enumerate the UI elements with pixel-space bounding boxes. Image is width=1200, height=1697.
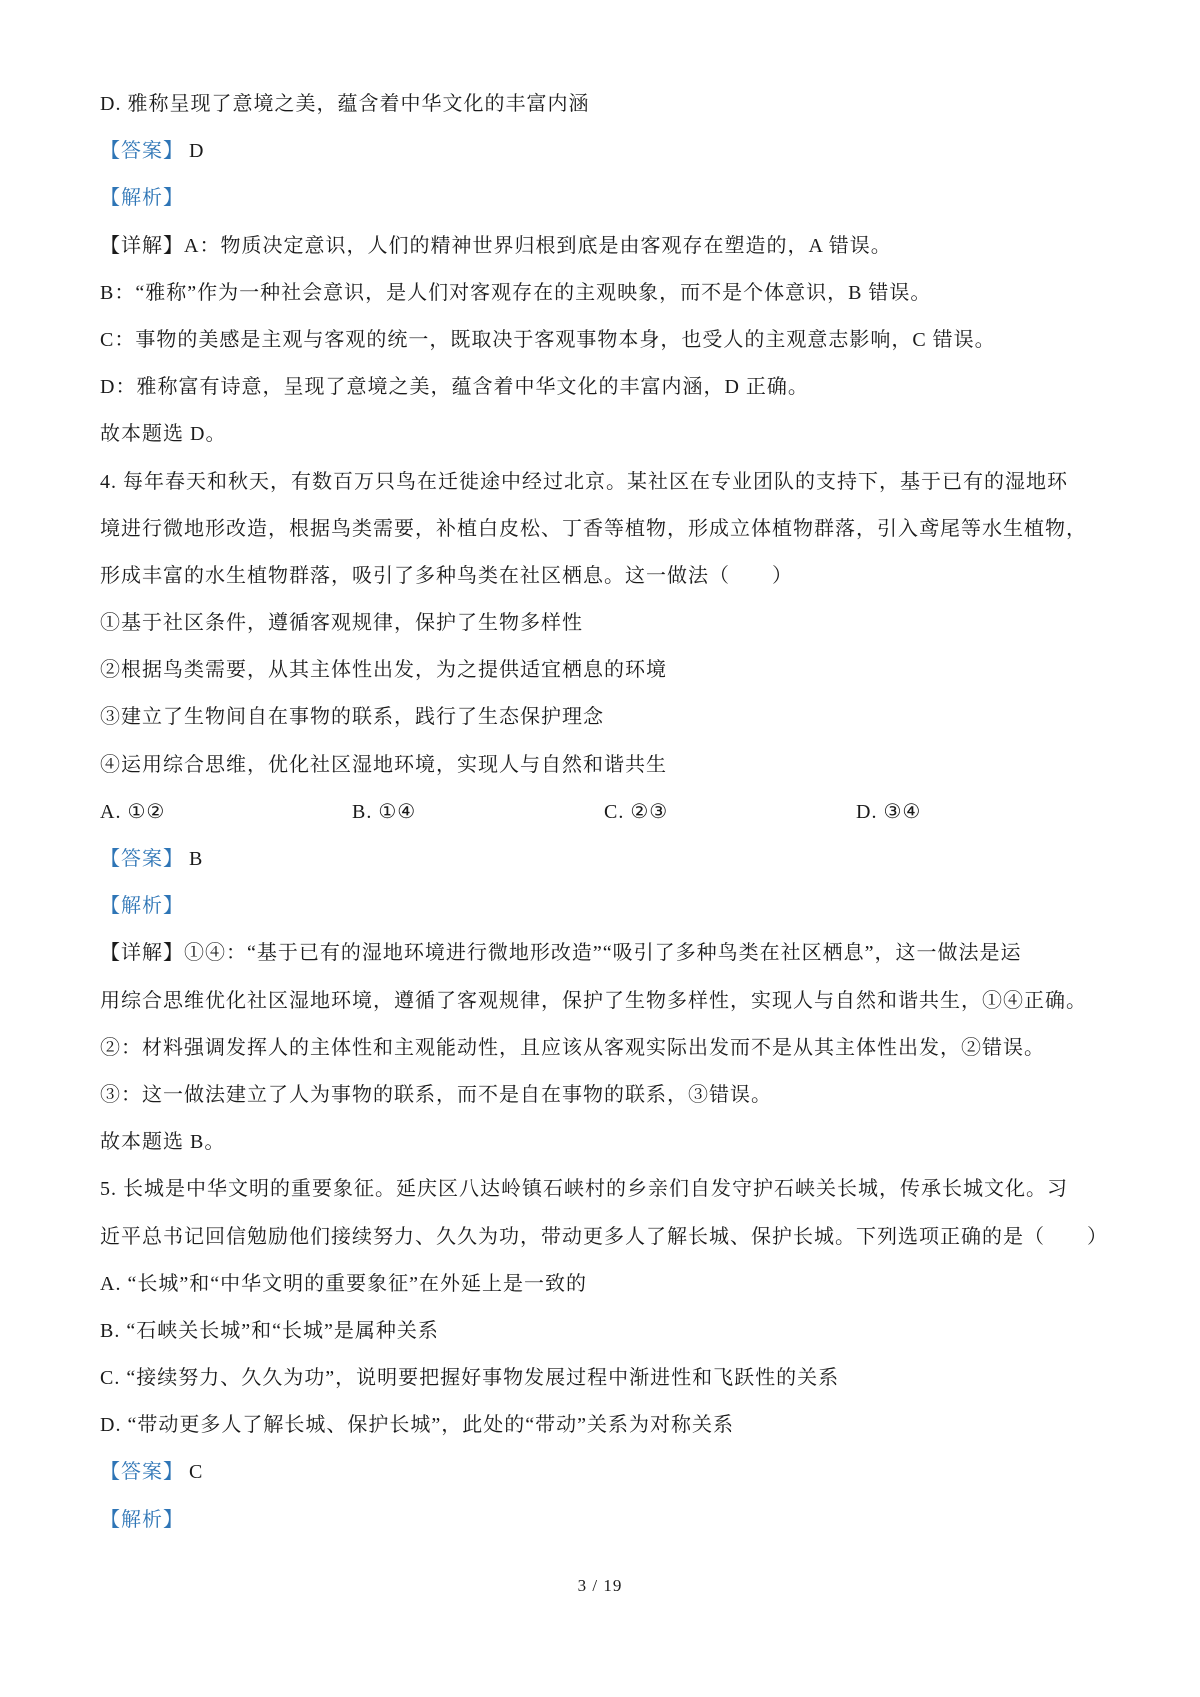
answer-label: 【答案】 bbox=[100, 1461, 184, 1484]
q4-option-a: A. ①② bbox=[100, 800, 166, 823]
q3-analysis-line bbox=[100, 175, 1120, 222]
q5-answer-value: C bbox=[189, 1461, 204, 1484]
q4-answer-value: B bbox=[189, 848, 204, 870]
q3-detail-line-2: B：“雅称”作为一种社会意识，是人们对客观存在的主观映象，而不是个体意识，B 错误。 bbox=[100, 281, 932, 304]
q5-option-c: C. “接续努力、久久为功”，说明要把握好事物发展过程中渐进性和飞跃性的关系 bbox=[100, 1367, 840, 1390]
q5-option-a: A. “长城”和“中华文明的重要象征”在外延上是一致的 bbox=[100, 1272, 587, 1295]
q4-answer-line bbox=[100, 836, 1120, 883]
q4-conclusion: 故本题选 B。 bbox=[100, 1131, 226, 1154]
analysis-label: 【解析】 bbox=[100, 895, 184, 918]
analysis-label: 【解析】 bbox=[100, 187, 184, 210]
q4-point-2: ②根据鸟类需要，从其主体性出发，为之提供适宜栖息的环境 bbox=[100, 659, 667, 682]
q5-option-d: D. “带动更多人了解长城、保护长城”，此处的“带动”关系为对称关系 bbox=[100, 1414, 734, 1437]
q4-stem-line-1: 4. 每年春天和秋天，有数百万只鸟在迁徙途中经过北京。某社区在专业团队的支持下，基于已有的湿地环 bbox=[100, 470, 1068, 493]
q4-detail-line-1: 【详解】①④：“基于已有的湿地环境进行微地形改造”“吸引了多种鸟类在社区栖息”，这一做法是运 bbox=[100, 942, 1022, 965]
q5-stem-line-2: 近平总书记回信勉励他们接续努力、久久为功，带动更多人了解长城、保护长城。下列选项正确的是（ ） bbox=[100, 1225, 1108, 1248]
q4-point-3: ③建立了生物间自在事物的联系，践行了生态保护理念 bbox=[100, 706, 604, 729]
q4-point-1: ①基于社区条件，遵循客观规律，保护了生物多样性 bbox=[100, 612, 583, 635]
answer-label: 【答案】 bbox=[100, 140, 184, 163]
q3-detail-line-3: C：事物的美感是主观与客观的统一，既取决于客观事物本身，也受人的主观意志影响，C 错误。 bbox=[100, 328, 996, 351]
q3-conclusion: 故本题选 D。 bbox=[100, 423, 227, 446]
q4-options-row bbox=[100, 789, 1120, 836]
q4-option-c: C. ②③ bbox=[604, 800, 669, 823]
q4-detail-line-4: ③：这一做法建立了人为事物的联系，而不是自在事物的联系，③错误。 bbox=[100, 1083, 772, 1106]
q3-detail-line-4: D：雅称富有诗意，呈现了意境之美，蕴含着中华文化的丰富内涵，D 正确。 bbox=[100, 376, 809, 399]
q3-answer-value: D bbox=[189, 140, 205, 163]
q4-detail-line-3: ②：材料强调发挥人的主体性和主观能动性，且应该从客观实际出发而不是从其主体性出发，②错误。 bbox=[100, 1036, 1045, 1059]
q3-answer-line bbox=[100, 128, 1120, 175]
page-number: 3 / 19 bbox=[577, 1576, 623, 1595]
q4-detail-line-2: 用综合思维优化社区湿地环境，遵循了客观规律，保护了生物多样性，实现人与自然和谐共生，①④正确。 bbox=[100, 989, 1087, 1012]
q4-point-4: ④运用综合思维，优化社区湿地环境，实现人与自然和谐共生 bbox=[100, 753, 667, 776]
analysis-label: 【解析】 bbox=[100, 1508, 184, 1531]
q4-option-d: D. ③④ bbox=[856, 800, 922, 823]
q4-stem-line-2: 境进行微地形改造，根据鸟类需要，补植白皮松、丁香等植物，形成立体植物群落，引入鸢尾等水生植物， bbox=[100, 517, 1087, 540]
q3-option-d-text: D. 雅称呈现了意境之美，蕴含着中华文化的丰富内涵 bbox=[100, 93, 590, 115]
q5-option-b: B. “石峡关长城”和“长城”是属种关系 bbox=[100, 1319, 439, 1342]
q4-analysis-line bbox=[100, 883, 1120, 930]
q4-stem-line-3: 形成丰富的水生植物群落，吸引了多种鸟类在社区栖息。这一做法（ ） bbox=[100, 564, 793, 587]
q4-option-b: B. ①④ bbox=[352, 800, 417, 823]
q5-answer-line bbox=[100, 1449, 1120, 1496]
page-content bbox=[100, 81, 1120, 1544]
q5-analysis-line bbox=[100, 1497, 1120, 1544]
q3-detail-line-1: 【详解】A：物质决定意识，人们的精神世界归根到底是由客观存在塑造的，A 错误。 bbox=[100, 234, 892, 257]
answer-label: 【答案】 bbox=[100, 848, 184, 870]
q5-stem-line-1: 5. 长城是中华文明的重要象征。延庆区八达岭镇石峡村的乡亲们自发守护石峡关长城，传承长城文化。习 bbox=[100, 1178, 1068, 1201]
